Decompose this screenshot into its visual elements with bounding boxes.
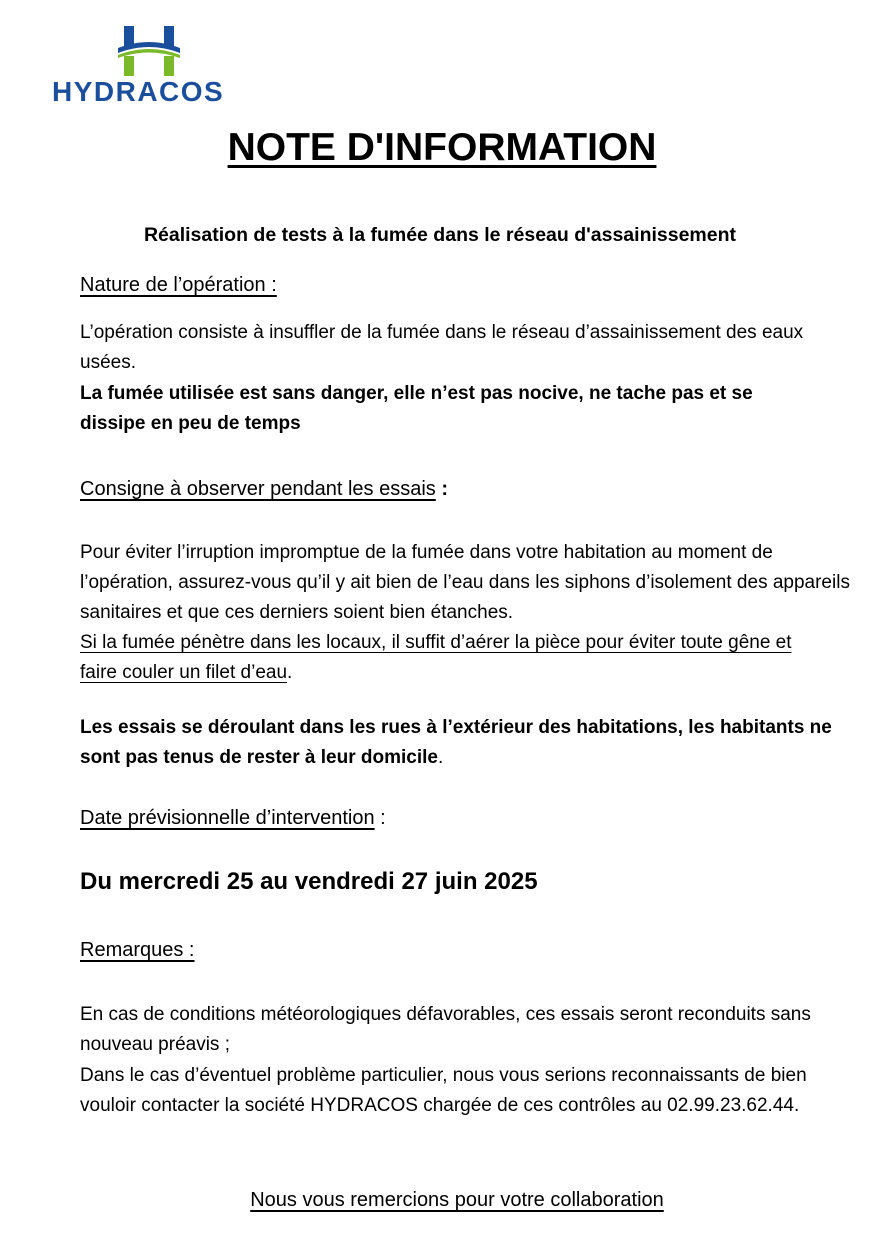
consigne-text: Pour éviter l’irruption impromptue de la fumée dans votre habitation au moment de l’opération, assurez-vous qu’il y ait bien de l’eau dans les siphons d’isolement des appareils sanitaires et que ces derniers soient bien étanches. <box>80 542 850 623</box>
hydracos-logo-icon <box>118 26 180 76</box>
remarques-heading: Remarques : <box>80 939 195 961</box>
brand-name: HYDRACOS <box>52 76 225 107</box>
nature-text: L’opération consiste à insuffler de la fumée dans le réseau d’assainissement des eaux usées. <box>80 322 804 373</box>
remarques-text-2: Dans le cas d’éventuel problème particulier, nous vous serions reconnaissants de bien vouloir contacter la société HYDRACOS chargée de ces contrôles au 02.99.23.62.44. <box>80 1065 807 1116</box>
page-title: NOTE D'INFORMATION <box>227 126 657 169</box>
page-subtitle: Réalisation de tests à la fumée dans le réseau d'assainissement <box>143 224 737 246</box>
remarques-text-1: En cas de conditions météorologiques défavorables, ces essais seront reconduits sans nouveau préavis ; <box>80 1004 811 1055</box>
consigne-underlined-text: Si la fumée pénètre dans les locaux, il suffit d’aérer la pièce pour éviter toute gêne et faire couler un filet d’eau. <box>80 632 792 683</box>
nature-bold-text: La fumée utilisée est sans danger, elle n’est pas nocive, ne tache pas et se dissipe en peu de temps <box>80 383 753 434</box>
consigne-heading: Consigne à observer pendant les essais : <box>80 478 448 500</box>
nature-heading: Nature de l’opération : <box>80 274 277 296</box>
consigne-bold-text: Les essais se déroulant dans les rues à l’extérieur des habitations, les habitants ne sont pas tenus de rester à leur domicile. <box>80 717 832 768</box>
intervention-date: Du mercredi 25 au vendredi 27 juin 2025 <box>80 868 538 895</box>
date-heading: Date prévisionnelle d’intervention : <box>80 807 386 829</box>
closing-thanks: Nous vous remercions pour votre collaboration <box>250 1189 664 1211</box>
